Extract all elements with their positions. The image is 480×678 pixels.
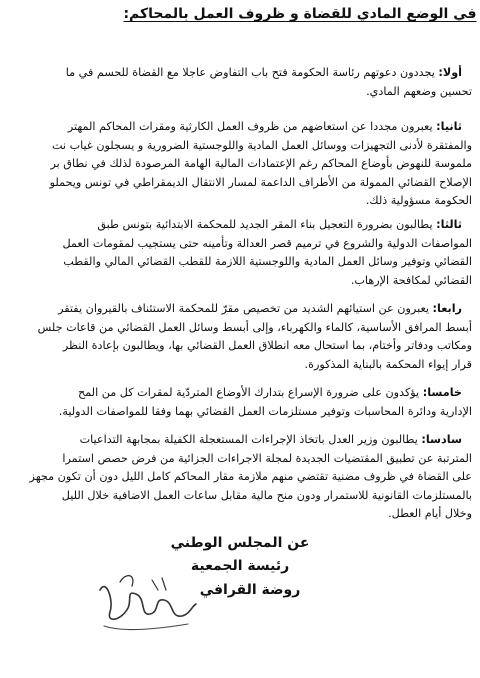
handwritten-signature (92, 560, 202, 640)
paragraph-line: المواصفات الدولية والشروع في ترميم قصر العدالة وتأمينه حتى يستجيب لمقومات العمل (62, 236, 472, 250)
paragraph-line: الإدارية ودائرة المحاسبات وتوفير مستلزمات العمل القضائي بهما وفقا للمواصفات الدولية. (58, 404, 472, 418)
paragraph-6 (0, 431, 480, 524)
paragraph-line: المترتبة عن تطبيق المقتضيات الجديدة لمجلة الاجراءات الجزائية من فرض حصص استمرا (62, 451, 472, 465)
paragraph-1 (0, 64, 480, 101)
paragraph-line: يطالبون بضرورة التعجيل بناء المقر الجديد للمحكمة الابتدائية بتونس طبق (97, 218, 433, 231)
paragraph-line: قرار إيواء المحكمة بالبناية المذكورة. (304, 357, 472, 371)
paragraph-3 (0, 216, 480, 290)
paragraph-line: الحكومة مسؤولية ذلك. (365, 194, 472, 207)
paragraph-line: يؤكدون على ضرورة الإسراع بتدارك الأوضاع المتردّية لمقرات كل من المح (77, 386, 420, 399)
paragraph-line: يعبرون عن استيائهم الشديد من تخصيص مقرّ للمحكمة الاستئناف بالقيروان يفتقر (58, 302, 429, 315)
paragraph-line: وخلال أيام العطل. (388, 507, 472, 520)
paragraph-line: ومكاتب ودفاتر وأختام، بما استحال معه انطلاق العمل القضائي بها، ويطالبون بإعادة النظر (62, 339, 472, 352)
paragraph-lead: رابعا: (432, 302, 462, 315)
paragraph-line: يعبرون مجددا عن استعاضهم من ظروف العمل الكارثية ومقرات المحاكم المهتر (67, 120, 433, 133)
paragraph-lead: أولا: (438, 66, 462, 79)
paragraph-line: يطالبون وزير العدل باتخاذ الإجراءات المستعجلة الكفيلة بمجابهة التداعيات (79, 433, 418, 446)
signature-council: عن المجلس الوطني (170, 535, 310, 551)
paragraph-line: يجددون دعوتهم رئاسة الحكومة فتح باب التفاوض عاجلا مع القضاة للحسم في ما (65, 66, 435, 79)
signature-name: روضة القرافي (199, 582, 301, 598)
paragraph-lead: ثالثا: (436, 218, 462, 231)
paragraph-line: ملموسة للنهوض بأوضاع المحاكم رغم الإعتمادات المالية الهامة المرصودة لذلك في نطاق بر (50, 157, 472, 170)
paragraph-line: والمفتقرة لأدنى التجهيزات ووسائل العمل المادية واللوجستية الضرورية و يسجلون غياب نت (51, 138, 472, 152)
paragraph-line: الإصلاح القضائي الممولة من الأطراف الداعمة لمسار الانتقال الديمقراطي في تونس ويحملو (49, 175, 472, 189)
paragraph-line: بالمستلزمات القانونية للاستمرار ودون منح مالية مقابل ساعات العمل الاضافية خلال الليل (61, 488, 472, 502)
paragraph-lead: ثانيا: (436, 120, 462, 133)
paragraph-4 (0, 300, 480, 374)
signature-role: رئيسة الجمعية (190, 558, 290, 574)
paragraph-5 (0, 384, 480, 421)
document-title: في الوضع المادي للقضاة و ظروف العمل بالمحاكم: (123, 6, 477, 22)
paragraph-lead: خامسا: (422, 386, 462, 399)
paragraph-line: تحسين وضعهم المادي. (366, 84, 472, 98)
paragraph-line: القضائي لمكافحة الإرهاب. (350, 273, 472, 287)
paragraph-line: على القضاة في ظروف مضنية تقتضي منهم ملازمة مقار المحاكم كامل الليل دون أن تكون مجهز (29, 470, 472, 483)
paragraph-2 (0, 118, 480, 211)
paragraph-line: أبسط المرافق الأساسية، كالماء والكهرباء، وإلى أبسط وسائل العمل القضائي من قاعات جلس (37, 320, 472, 334)
paragraph-line: القضائي وتوفير وسائل العمل المادية واللوجستية اللازمة للقطب القضائي المالي والقطب (63, 255, 472, 268)
paragraph-lead: سادسا: (421, 433, 462, 446)
